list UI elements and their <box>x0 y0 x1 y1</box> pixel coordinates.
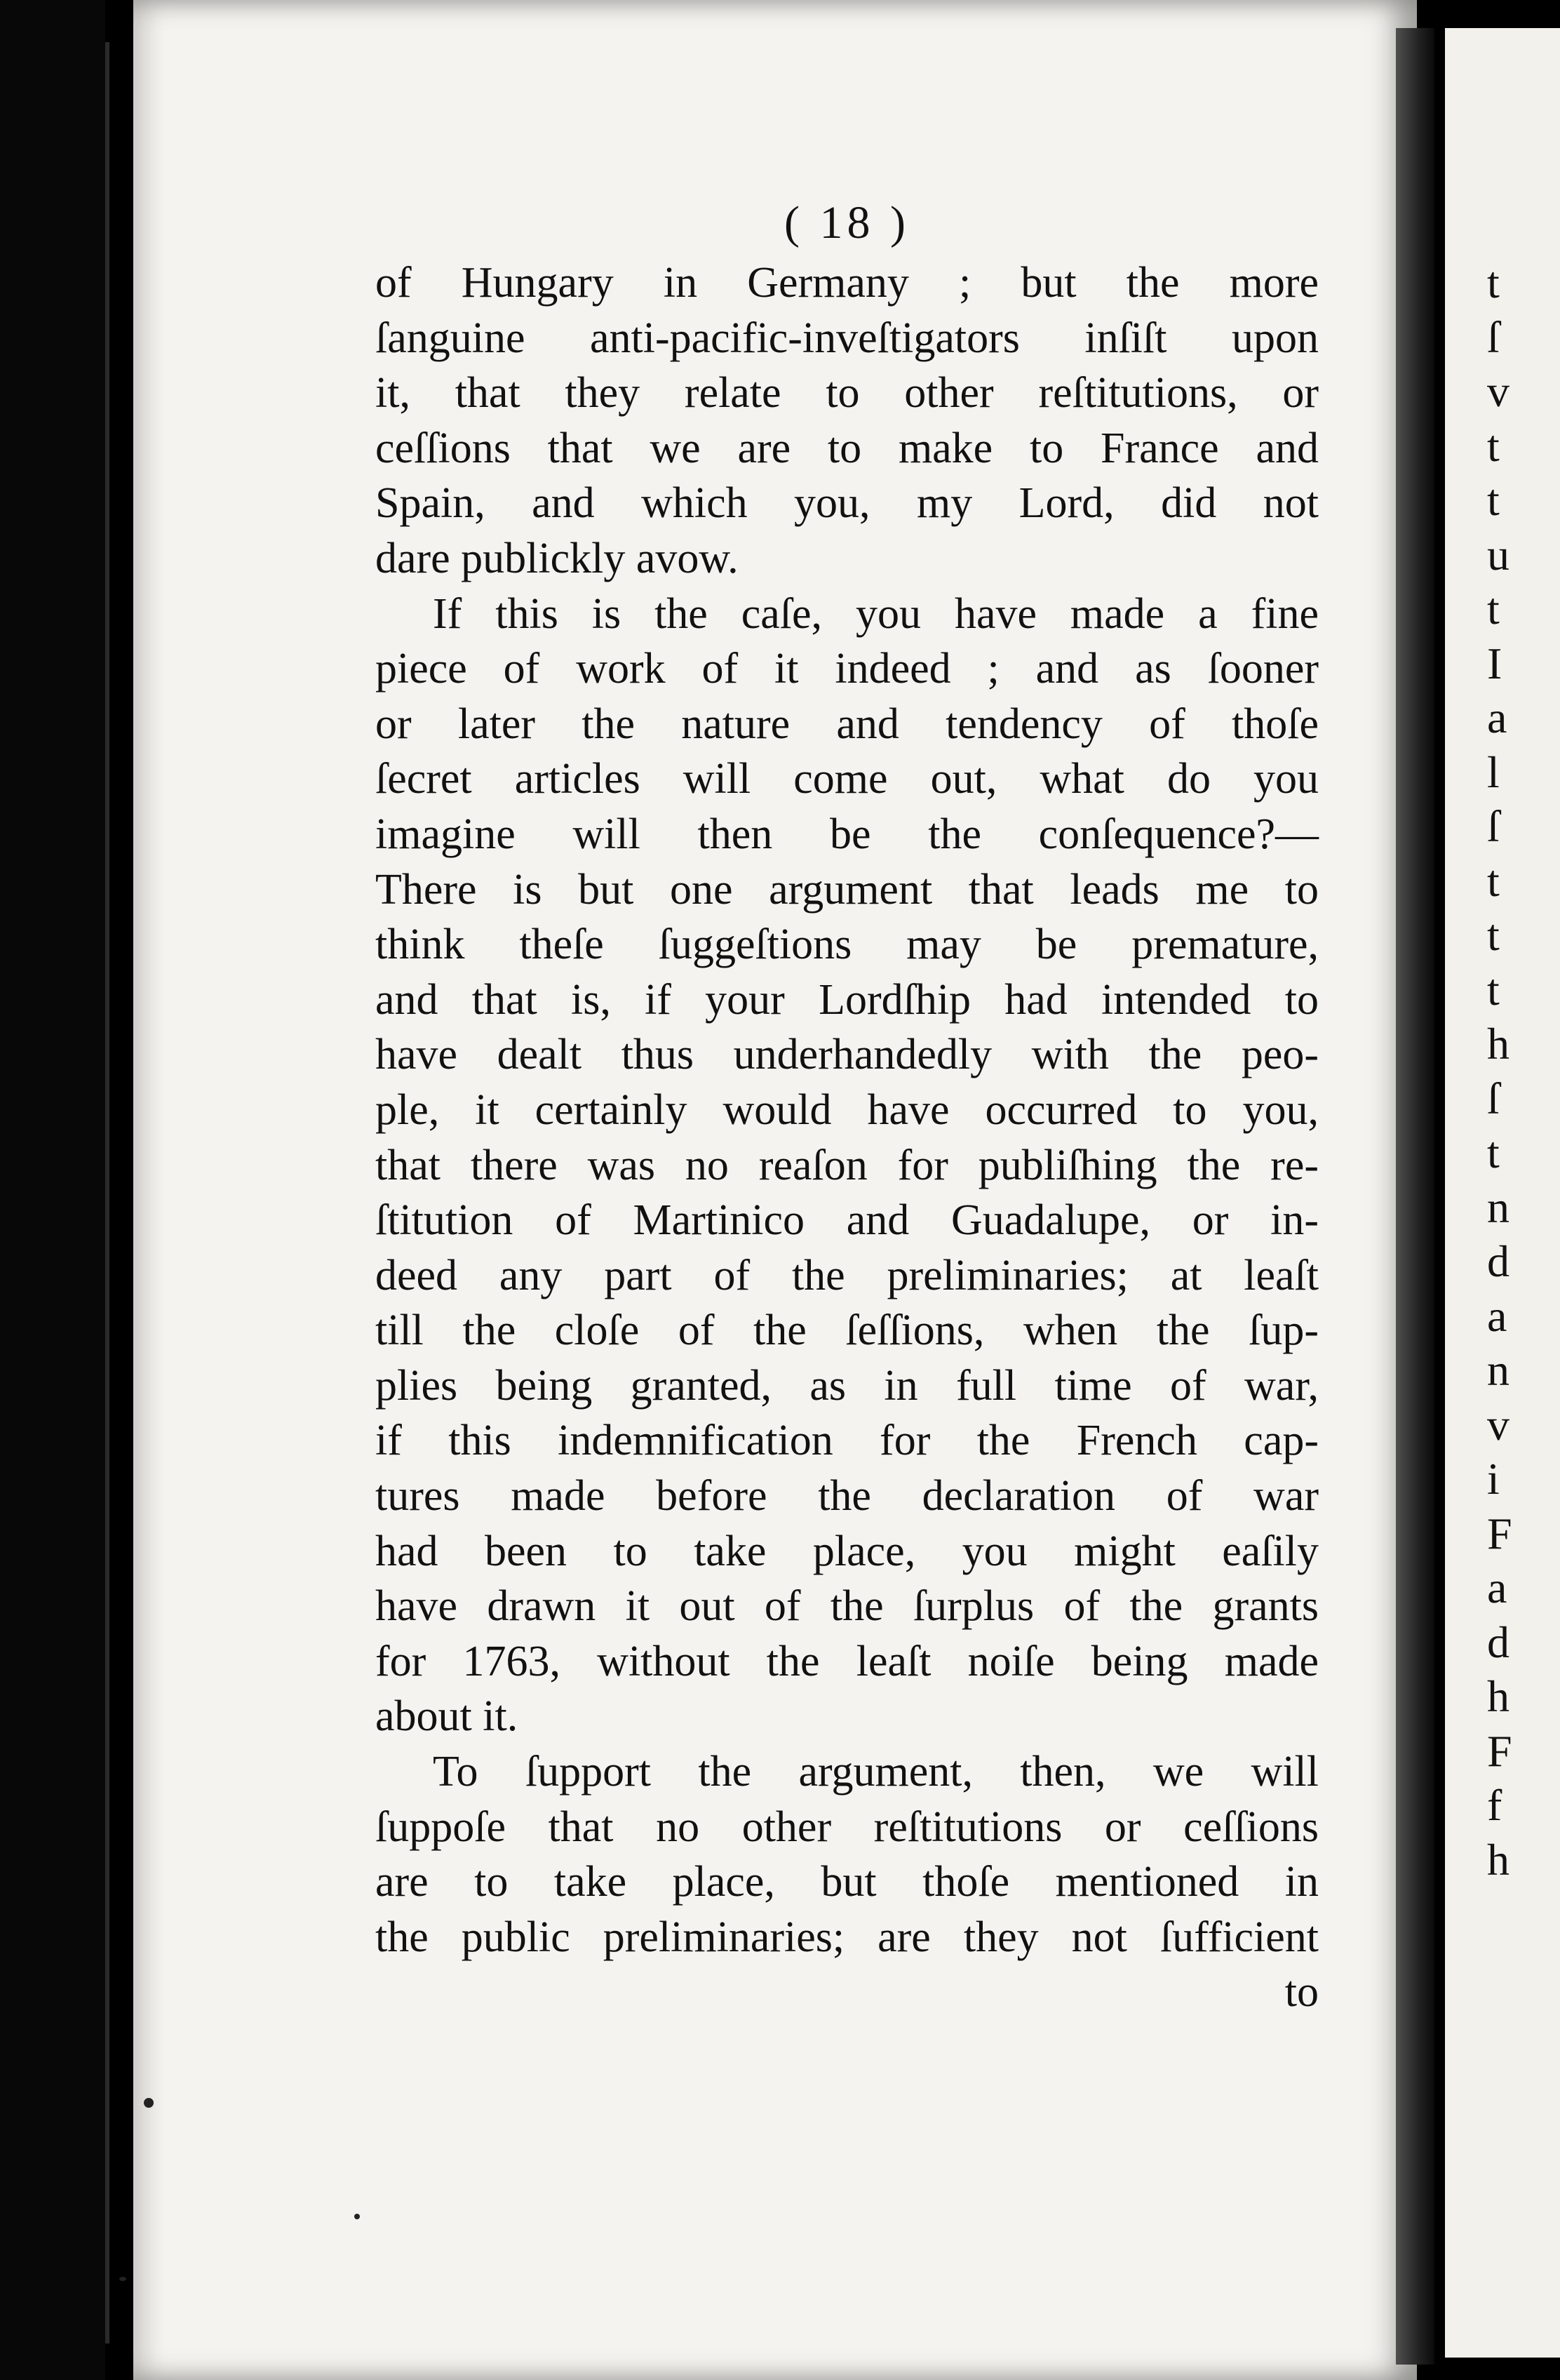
facing-page-letter: t <box>1487 584 1500 634</box>
facing-page-letter: t <box>1487 420 1500 471</box>
text-line: till the cloſe of the ſeſſions, when the ſup- <box>375 1306 1319 1355</box>
facing-page-letter: h <box>1487 1834 1509 1885</box>
text-line: plies being granted, as in full time of war, <box>375 1361 1319 1410</box>
facing-page-letter: t <box>1487 258 1500 307</box>
facing-page-letter: I <box>1487 638 1502 688</box>
facing-page-letter: t <box>1487 1128 1500 1177</box>
text-line: ſanguine anti-pacific-inveſtigators inſiſt upon <box>375 314 1319 362</box>
text-line: To ſupport the argument, then, we will <box>433 1748 1319 1796</box>
facing-page-letter: h <box>1487 1671 1509 1721</box>
facing-page-letter: F <box>1487 1725 1512 1776</box>
text-line: the public preliminaries; are they not ſufficient <box>375 1913 1319 1961</box>
text-line: that there was no reaſon for publiſhing the re- <box>375 1141 1319 1189</box>
ink-speck <box>144 2098 154 2108</box>
facing-page-letter: t <box>1487 475 1500 525</box>
text-line: If this is the caſe, you have made a fine <box>433 589 1319 638</box>
facing-page-letter: i <box>1487 1454 1500 1504</box>
facing-page-letter: a <box>1487 693 1507 742</box>
paragraph <box>375 255 1319 587</box>
catchword: to <box>1284 1968 1319 2017</box>
page-text <box>375 195 1319 2020</box>
book-gutter-shadow <box>0 0 105 2380</box>
facing-page-letter: ſ <box>1487 1073 1500 1123</box>
text-line: have dealt thus underhandedly with the peo- <box>375 1031 1319 1079</box>
facing-page-letter: d <box>1487 1617 1509 1667</box>
facing-page-letter: t <box>1487 964 1500 1015</box>
facing-page-letter: t <box>1487 910 1500 960</box>
text-line: piece of work of it indeed ; and as ſooner <box>375 645 1319 693</box>
text-line: are to take place, but thoſe mentioned in <box>375 1858 1319 1906</box>
text-line: ple, it certainly would have occurred to you, <box>375 1085 1319 1134</box>
facing-page-letter: n <box>1487 1182 1509 1232</box>
text-line: had been to take place, you might eaſily <box>375 1527 1319 1575</box>
text-line: ſtitution of Martinico and Guadalupe, or in- <box>375 1196 1319 1245</box>
paragraph <box>375 587 1319 1744</box>
text-line: ſuppoſe that no other reſtitutions or ceſſions <box>375 1803 1319 1851</box>
body-text <box>375 255 1319 1965</box>
text-line: about it. <box>375 1692 518 1741</box>
facing-page-letter: f <box>1487 1780 1502 1830</box>
text-line: ſecret articles will come out, what do you <box>375 755 1319 803</box>
page-number: ( 18 ) <box>784 197 910 248</box>
ink-speck <box>119 2277 126 2281</box>
page-fold-shadow <box>1396 28 1434 2365</box>
facing-page-letter: h <box>1487 1019 1509 1069</box>
facing-page-letter: v <box>1487 366 1509 416</box>
text-line: imagine will then be the conſequence?— <box>375 810 1319 858</box>
facing-page-letter: ſ <box>1487 801 1500 851</box>
text-line: ceſſions that we are to make to France and <box>375 424 1319 472</box>
gutter-edge <box>105 42 109 2344</box>
text-line: Spain, and which you, my Lord, did not <box>375 479 1319 528</box>
facing-page-letter: ſ <box>1487 312 1500 362</box>
paragraph <box>375 1744 1319 1965</box>
text-line: There is but one argument that leads me to <box>375 865 1319 914</box>
facing-page-letter: l <box>1487 747 1500 797</box>
text-line: if this indemnification for the French cap- <box>375 1417 1319 1465</box>
facing-page-letter: d <box>1487 1236 1509 1286</box>
text-line: think theſe ſuggeſtions may be premature, <box>375 921 1319 969</box>
text-line: tures made before the declaration of war <box>375 1472 1319 1520</box>
facing-page-letter: n <box>1487 1345 1509 1395</box>
text-line: of Hungary in Germany ; but the more <box>375 259 1319 307</box>
facing-page-letter: a <box>1487 1290 1507 1341</box>
facing-page-letter: u <box>1487 529 1509 580</box>
facing-page-letter: t <box>1487 855 1500 906</box>
text-line: have drawn it out of the ſurplus of the grants <box>375 1582 1319 1631</box>
facing-page-letter: a <box>1487 1563 1507 1612</box>
text-line: for 1763, without the leaſt noiſe being made <box>375 1637 1319 1685</box>
facing-page-letter: F <box>1487 1508 1512 1558</box>
text-line: and that is, if your Lordſhip had intended to <box>375 975 1319 1024</box>
text-line: it, that they relate to other reſtitutions, or <box>375 369 1319 417</box>
text-line: dare publickly avow. <box>375 534 739 582</box>
ink-speck <box>354 2214 360 2219</box>
text-line: or later the nature and tendency of thoſe <box>375 700 1319 748</box>
text-line: deed any part of the preliminaries; at leaſt <box>375 1251 1319 1299</box>
facing-page-letter: v <box>1487 1399 1509 1450</box>
